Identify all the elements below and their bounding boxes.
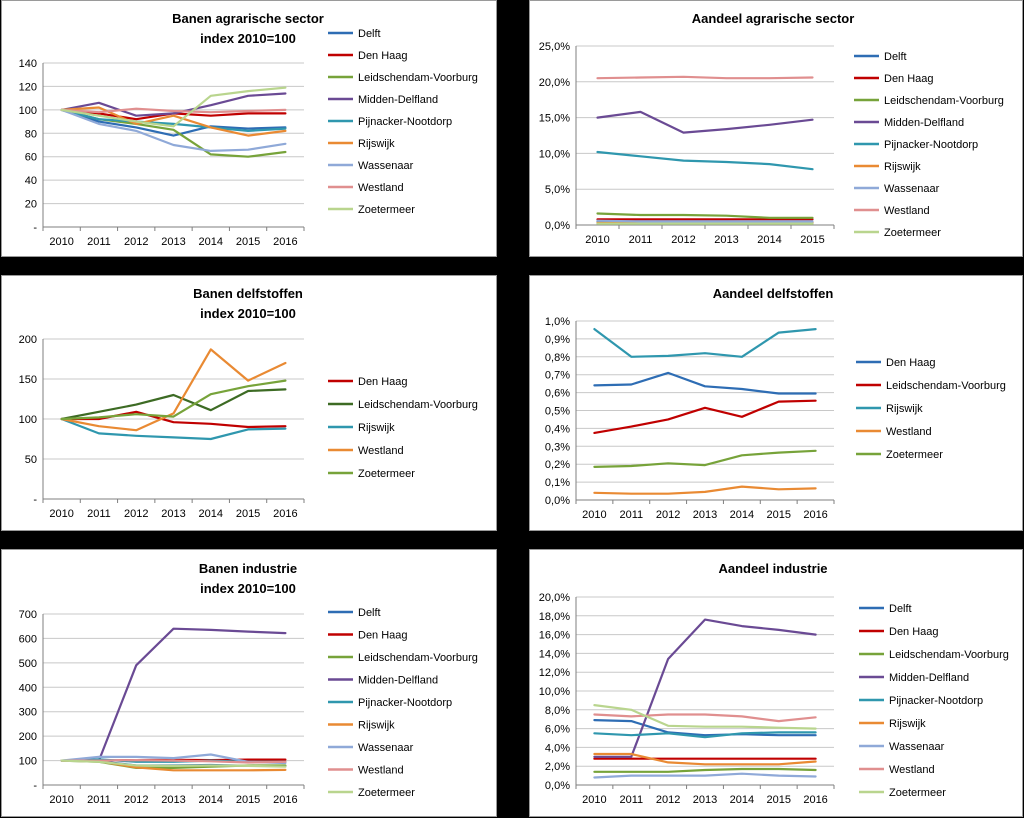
x-tick-label: 2014 xyxy=(729,509,755,521)
series-line-pijnacker-nootdorp xyxy=(598,152,813,169)
x-tick-label: 2015 xyxy=(235,794,261,806)
legend-label-wassenaar: Wassenaar xyxy=(358,160,414,172)
y-tick-label: 20 xyxy=(24,198,37,211)
legend-label-wassenaar: Wassenaar xyxy=(884,183,940,195)
y-tick-label: 18,0% xyxy=(538,610,570,623)
y-tick-label: 0,0% xyxy=(544,780,570,792)
y-tick-label: 100 xyxy=(18,414,37,426)
panel-aandeel-industrie xyxy=(529,549,1023,817)
y-tick-label: 50 xyxy=(24,454,37,466)
x-tick-label: 2015 xyxy=(766,794,791,806)
x-tick-label: 2013 xyxy=(692,509,718,521)
legend-label-westland: Westland xyxy=(358,445,404,457)
chart-banen-delfstoffen xyxy=(2,276,498,532)
x-tick-label: 2013 xyxy=(161,236,186,248)
x-tick-label: 2015 xyxy=(800,234,825,246)
legend-label-westland: Westland xyxy=(358,182,404,194)
legend-label-den-haag: Den Haag xyxy=(886,357,936,369)
y-tick-label: 10,0% xyxy=(538,148,570,161)
x-tick-label: 2010 xyxy=(49,236,74,248)
legend-label-den-haag: Den Haag xyxy=(889,626,939,638)
x-tick-label: 2011 xyxy=(628,234,653,246)
legend-label-westland: Westland xyxy=(886,426,932,438)
legend-label-delft: Delft xyxy=(889,603,912,615)
x-tick-label: 2016 xyxy=(273,794,298,806)
x-tick-label: 2011 xyxy=(87,508,111,520)
legend-label-midden-delfland: Midden-Delfland xyxy=(889,672,970,684)
x-tick-label: 2012 xyxy=(123,236,149,248)
x-tick-label: 2011 xyxy=(87,794,111,806)
y-tick-label: 140 xyxy=(18,58,37,70)
x-tick-label: 2013 xyxy=(714,234,739,246)
legend-label-rijswijk: Rijswijk xyxy=(886,403,923,415)
legend-label-den-haag: Den Haag xyxy=(358,50,408,62)
series-line-leidschendam-voorburg xyxy=(598,214,813,218)
x-tick-label: 2012 xyxy=(655,509,681,521)
legend-label-wassenaar: Wassenaar xyxy=(358,742,414,754)
y-tick-label: 0,4% xyxy=(544,423,570,436)
x-tick-label: 2013 xyxy=(161,794,186,806)
y-tick-label: - xyxy=(33,494,37,506)
y-tick-label: 8,0% xyxy=(544,704,570,717)
y-tick-label: 15,0% xyxy=(538,112,570,125)
series-line-leidschendam-voorburg xyxy=(594,769,815,772)
legend-label-zoetermeer: Zoetermeer xyxy=(358,468,415,480)
y-tick-label: 0,3% xyxy=(544,441,570,454)
series-line-westland xyxy=(594,487,815,494)
y-tick-label: 0,1% xyxy=(544,477,570,490)
legend-label-zoetermeer: Zoetermeer xyxy=(358,787,415,799)
chart-title-line: index 2010=100 xyxy=(200,306,296,321)
legend-label-midden-delfland: Midden-Delfland xyxy=(358,94,439,106)
chart-title-line: Aandeel agrarische sector xyxy=(691,11,855,26)
y-tick-label: 16,0% xyxy=(538,629,570,642)
y-tick-label: 5,0% xyxy=(544,184,570,197)
y-tick-label: 200 xyxy=(18,334,37,346)
series-line-wassenaar xyxy=(598,221,813,222)
legend-label-rijswijk: Rijswijk xyxy=(884,161,921,173)
x-tick-label: 2012 xyxy=(671,234,696,246)
chart-aandeel-agrarisch xyxy=(530,1,1024,258)
legend-label-pijnacker-nootdorp: Pijnacker-Nootdorp xyxy=(358,116,453,128)
x-tick-label: 2010 xyxy=(49,508,74,520)
y-tick-label: 0,6% xyxy=(544,387,570,400)
y-tick-label: - xyxy=(33,222,37,234)
x-tick-label: 2010 xyxy=(49,794,74,806)
y-tick-label: 700 xyxy=(18,609,37,621)
legend-label-rijswijk: Rijswijk xyxy=(358,138,395,150)
legend-label-pijnacker-nootdorp: Pijnacker-Nootdorp xyxy=(358,697,453,709)
y-tick-label: 150 xyxy=(18,374,37,386)
x-tick-label: 2015 xyxy=(235,508,261,520)
legend-label-den-haag: Den Haag xyxy=(358,376,408,388)
y-tick-label: 0,0% xyxy=(544,495,570,507)
x-tick-label: 2014 xyxy=(729,794,755,806)
y-tick-label: 0,8% xyxy=(544,351,570,364)
legend-label-leidschendam-voorburg: Leidschendam-Voorburg xyxy=(358,399,478,411)
x-tick-label: 2014 xyxy=(757,234,782,246)
x-tick-label: 2016 xyxy=(273,508,298,520)
panel-banen-delfstoffen xyxy=(1,275,497,531)
legend-label-leidschendam-voorburg: Leidschendam-Voorburg xyxy=(358,72,478,84)
series-line-midden-delfland xyxy=(598,112,813,133)
legend-label-pijnacker-nootdorp: Pijnacker-Nootdorp xyxy=(884,139,979,151)
chart-aandeel-delfstoffen xyxy=(530,276,1024,532)
legend-label-midden-delfland: Midden-Delfland xyxy=(884,117,965,129)
y-tick-label: 10,0% xyxy=(538,686,570,698)
legend-label-zoetermeer: Zoetermeer xyxy=(884,227,941,239)
legend-label-den-haag: Den Haag xyxy=(358,629,408,642)
x-tick-label: 2011 xyxy=(87,236,111,248)
x-tick-label: 2015 xyxy=(235,236,261,248)
x-tick-label: 2012 xyxy=(123,794,149,806)
y-tick-label: 25,0% xyxy=(538,41,570,53)
y-tick-label: 60 xyxy=(24,151,37,164)
x-tick-label: 2010 xyxy=(585,234,610,246)
chart-title-line: Banen delfstoffen xyxy=(193,286,303,301)
legend-label-rijswijk: Rijswijk xyxy=(358,719,395,732)
x-tick-label: 2015 xyxy=(766,509,791,521)
series-line-westland xyxy=(598,77,813,78)
chart-banen-industrie xyxy=(2,550,498,818)
legend-label-delft: Delft xyxy=(884,51,907,63)
series-line-rijswijk xyxy=(594,329,815,357)
legend-label-westland: Westland xyxy=(889,764,935,776)
chart-title-line: Banen industrie xyxy=(198,561,298,576)
y-tick-label: 100 xyxy=(18,755,37,768)
chart-title-line: Aandeel delfstoffen xyxy=(712,286,834,301)
y-tick-label: 1,0% xyxy=(544,316,570,328)
y-tick-label: 300 xyxy=(18,706,37,719)
legend-label-delft: Delft xyxy=(358,607,381,619)
y-tick-label: 4,0% xyxy=(544,742,570,755)
y-tick-label: 0,0% xyxy=(544,220,570,232)
legend-label-zoetermeer: Zoetermeer xyxy=(358,204,415,216)
x-tick-label: 2014 xyxy=(198,236,224,248)
legend-label-delft: Delft xyxy=(358,28,381,40)
legend-label-pijnacker-nootdorp: Pijnacker-Nootdorp xyxy=(889,695,984,707)
y-tick-label: 120 xyxy=(18,81,37,94)
x-tick-label: 2010 xyxy=(582,509,607,521)
y-tick-label: 500 xyxy=(18,657,37,670)
legend-label-midden-delfland: Midden-Delfland xyxy=(358,674,439,687)
x-tick-label: 2013 xyxy=(161,508,186,520)
legend-label-zoetermeer: Zoetermeer xyxy=(889,787,946,799)
legend-label-westland: Westland xyxy=(884,205,930,217)
chart-aandeel-industrie xyxy=(530,550,1024,818)
y-tick-label: 2,0% xyxy=(544,761,570,774)
y-tick-label: 80 xyxy=(24,128,37,141)
legend-label-den-haag: Den Haag xyxy=(884,73,934,85)
y-tick-label: 6,0% xyxy=(544,723,570,736)
chart-title-line: Banen agrarische sector xyxy=(172,11,324,26)
x-tick-label: 2014 xyxy=(198,508,224,520)
legend-label-rijswijk: Rijswijk xyxy=(358,422,395,434)
chart-title-line: Aandeel industrie xyxy=(718,561,828,576)
x-tick-label: 2012 xyxy=(123,508,149,520)
y-tick-label: 200 xyxy=(18,731,37,744)
y-tick-label: 0,7% xyxy=(544,369,570,382)
x-tick-label: 2011 xyxy=(619,509,644,521)
y-tick-label: 20,0% xyxy=(538,76,570,89)
x-tick-label: 2012 xyxy=(655,794,681,806)
y-tick-label: 14,0% xyxy=(538,648,570,661)
legend-label-leidschendam-voorburg: Leidschendam-Voorburg xyxy=(886,380,1006,392)
y-tick-label: 0,9% xyxy=(544,333,570,346)
legend-label-rijswijk: Rijswijk xyxy=(889,718,926,730)
legend-label-leidschendam-voorburg: Leidschendam-Voorburg xyxy=(884,95,1004,107)
panel-aandeel-agrarisch xyxy=(529,0,1023,257)
x-tick-label: 2010 xyxy=(582,794,607,806)
y-tick-label: 0,2% xyxy=(544,459,570,472)
x-tick-label: 2014 xyxy=(198,794,224,806)
legend-label-wassenaar: Wassenaar xyxy=(889,741,945,753)
y-tick-label: 40 xyxy=(24,175,37,188)
panel-banen-agrarisch xyxy=(1,0,497,257)
series-line-den-haag xyxy=(594,373,815,394)
x-tick-label: 2016 xyxy=(803,509,828,521)
legend-label-zoetermeer: Zoetermeer xyxy=(886,449,943,461)
chart-banen-agrarisch xyxy=(2,1,498,258)
series-line-wassenaar xyxy=(594,774,815,778)
x-tick-label: 2011 xyxy=(619,794,644,806)
y-tick-label: 12,0% xyxy=(538,667,570,680)
y-tick-label: 0,5% xyxy=(544,405,570,418)
y-tick-label: - xyxy=(33,780,37,792)
panel-aandeel-delfstoffen xyxy=(529,275,1023,531)
legend-label-leidschendam-voorburg: Leidschendam-Voorburg xyxy=(889,649,1009,661)
series-line-westland xyxy=(62,109,286,113)
y-tick-label: 400 xyxy=(18,682,37,695)
chart-title-line: index 2010=100 xyxy=(200,31,296,46)
y-tick-label: 600 xyxy=(18,633,37,646)
x-tick-label: 2016 xyxy=(803,794,828,806)
y-tick-label: 20,0% xyxy=(538,592,570,604)
legend-label-westland: Westland xyxy=(358,764,404,777)
x-tick-label: 2013 xyxy=(692,794,718,806)
chart-title-line: index 2010=100 xyxy=(200,581,296,596)
panel-banen-industrie xyxy=(1,549,497,817)
x-tick-label: 2016 xyxy=(273,236,298,248)
series-line-midden-delfland xyxy=(62,629,286,761)
y-tick-label: 100 xyxy=(18,104,37,117)
legend-label-leidschendam-voorburg: Leidschendam-Voorburg xyxy=(358,652,478,664)
